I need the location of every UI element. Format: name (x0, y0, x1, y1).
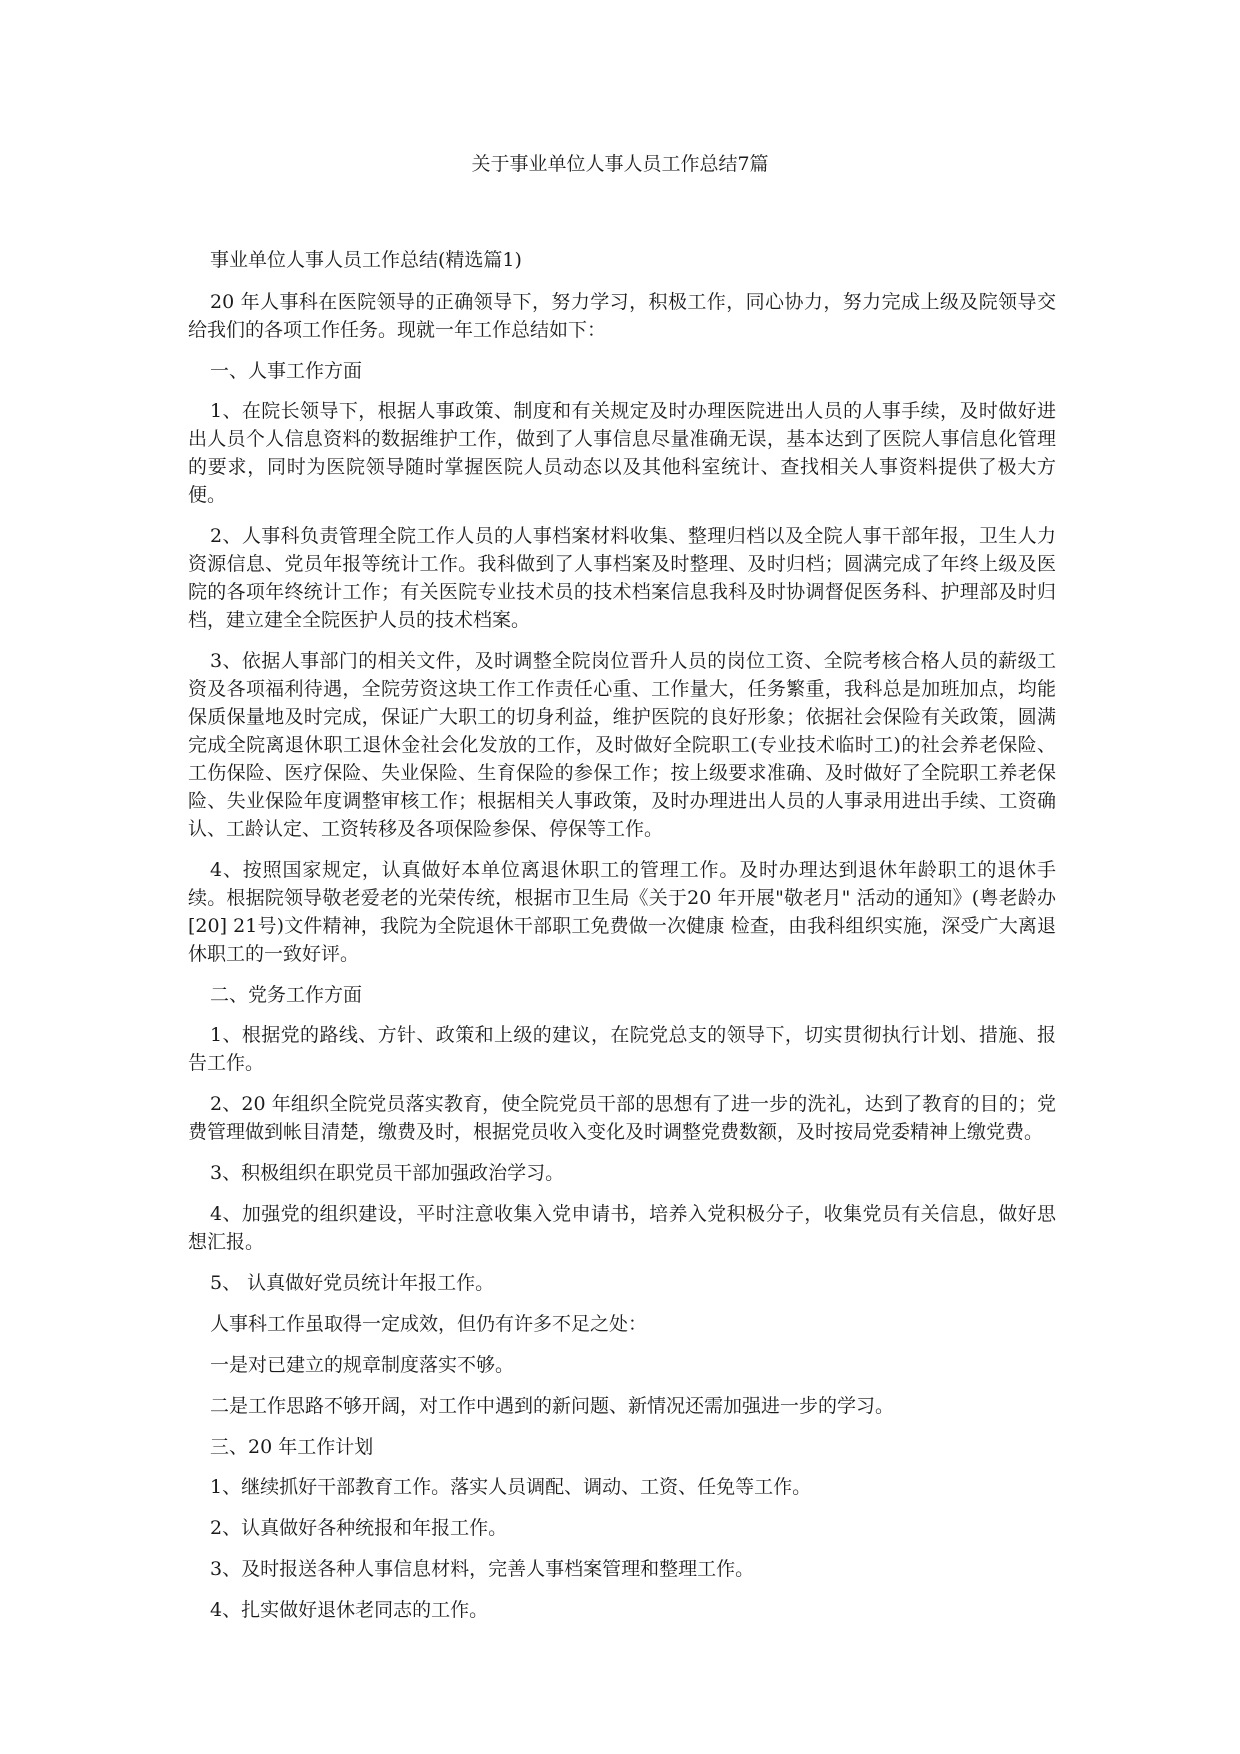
paragraph-plan-4: 4、扎实做好退休老同志的工作。 (210, 1599, 489, 1621)
paragraph-shortcomings: 人事科工作虽取得一定成效，但仍有许多不足之处： (210, 1313, 648, 1335)
paragraph-party-5: 5、 认真做好党员统计年报工作。 (210, 1272, 495, 1294)
paragraph-party-2: 2、20 年组织全院党员落实教育，使全院党员干部的思想有了进一步的洗礼，达到了教育的目的；党费管理做到帐目清楚，缴费及时，根据党员收入变化及时调整党费数额，及时按局党委精神上缴党费。 (188, 1093, 1056, 1143)
paragraph-shortcoming-2: 二是工作思路不够开阔，对工作中遇到的新问题、新情况还需加强进一步的学习。 (210, 1395, 895, 1417)
subtitle: 事业单位人事人员工作总结(精选篇1) (210, 249, 522, 271)
paragraph-personnel-1: 1、在院长领导下，根据人事政策、制度和有关规定及时办理医院进出人员的人事手续，及时做好进出人员个人信息资料的数据维护工作，做到了人事信息尽量准确无误，基本达到了医院人事信息化管理的要求，同时为医院领导随时掌握医院人员动态以及其他科室统计、查找相关人事资料提供了极大方便。 (188, 400, 1056, 506)
paragraph-personnel-3: 3、依据人事部门的相关文件，及时调整全院岗位晋升人员的岗位工资、全院考核合格人员的薪级工资及各项福利待遇，全院劳资这块工作工作责任心重、工作量大，任务繁重，我科总是加班加点，均能保质保量地及时完成，保证广大职工的切身利益，维护医院的良好形象；依据社会保险有关政策，圆满完成全院离退休职工退休金社会化发放的工作，及时做好全院职工(专业技术临时工)的社会养老保险、工伤保险、医疗保险、失业保险、生育保险的参保工作；按上级要求准确、及时做好了全院职工养老保险、失业保险年度调整审核工作；根据相关人事政策，及时办理进出人员的人事录用进出手续、工资确认、工龄认定、工资转移及各项保险参保、停保等工作。 (188, 650, 1056, 840)
paragraph-intro: 20 年人事科在医院领导的正确领导下，努力学习，积极工作，同心协力，努力完成上级及院领导交给我们的各项工作任务。现就一年工作总结如下： (188, 291, 1056, 341)
section-heading-plan: 三、20 年工作计划 (210, 1436, 374, 1458)
paragraph-personnel-2: 2、人事科负责管理全院工作人员的人事档案材料收集、整理归档以及全院人事干部年报，卫生人力资源信息、党员年报等统计工作。我科做到了人事档案及时整理、及时归档；圆满完成了年终上级及医院的各项年终统计工作；有关医院专业技术员的技术档案信息我科及时协调督促医务科、护理部及时归档，建立建全全院医护人员的技术档案。 (188, 525, 1056, 631)
paragraph-party-3: 3、积极组织在职党员干部加强政治学习。 (210, 1162, 565, 1184)
document-body (188, 246, 1056, 1637)
paragraph-shortcoming-1: 一是对已建立的规章制度落实不够。 (210, 1354, 515, 1376)
paragraph-personnel-4: 4、按照国家规定，认真做好本单位离退休职工的管理工作。及时办理达到退休年龄职工的退休手续。根据院领导敬老爱老的光荣传统，根据市卫生局《关于20 年开展"敬老月" 活动的通知》(粤老龄办[20] 21号)文件精神，我院为全院退休干部职工免费做一次健康 检查，由我科组织实施，深受广大离退休职工的一致好评。 (188, 859, 1056, 965)
paragraph-plan-1: 1、继续抓好干部教育工作。落实人员调配、调动、工资、任免等工作。 (210, 1476, 812, 1498)
section-heading-party: 二、党务工作方面 (210, 984, 363, 1006)
paragraph-plan-3: 3、及时报送各种人事信息材料，完善人事档案管理和整理工作。 (210, 1558, 755, 1580)
paragraph-plan-2: 2、认真做好各种统报和年报工作。 (210, 1517, 508, 1539)
paragraph-party-1: 1、根据党的路线、方针、政策和上级的建议，在院党总支的领导下，切实贯彻执行计划、措施、报告工作。 (188, 1024, 1056, 1074)
paragraph-party-4: 4、加强党的组织建设，平时注意收集入党申请书，培养入党积极分子，收集党员有关信息，做好思想汇报。 (188, 1203, 1056, 1253)
section-heading-personnel: 一、人事工作方面 (210, 360, 363, 382)
document-title: 关于事业单位人事人员工作总结7篇 (471, 153, 769, 175)
